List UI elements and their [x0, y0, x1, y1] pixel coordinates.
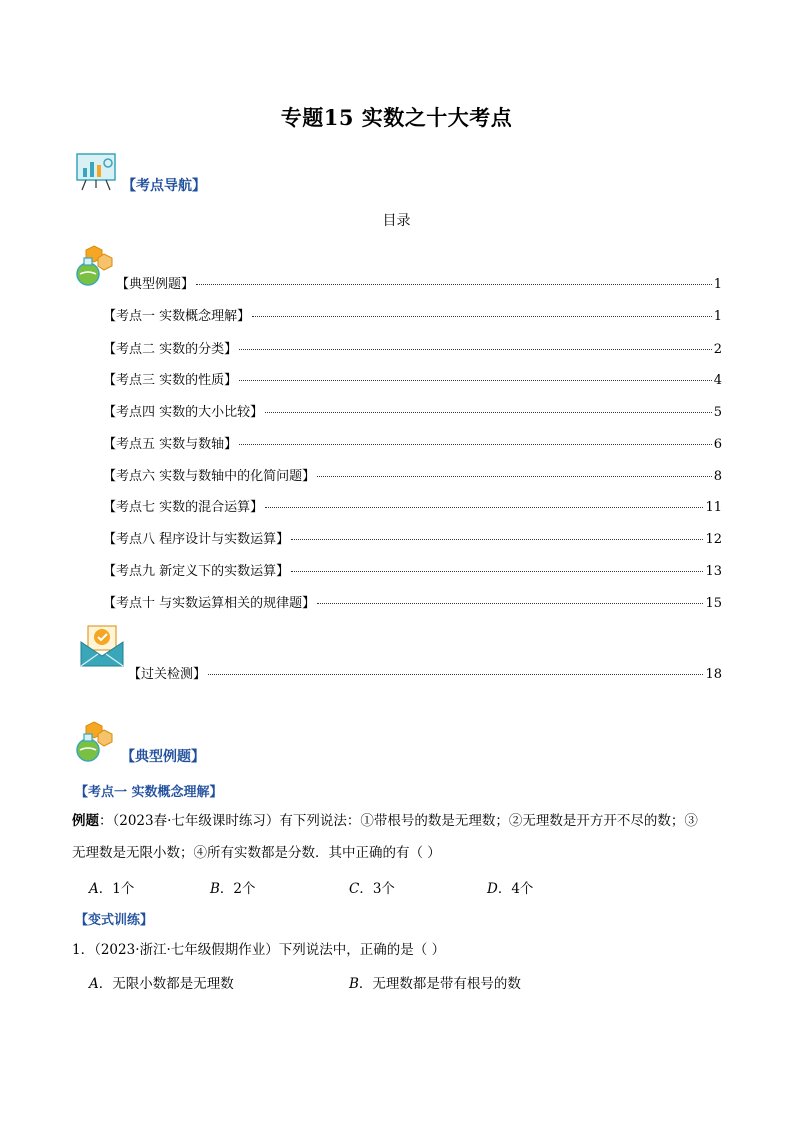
toc-item-label: 【过关检测】	[128, 667, 207, 682]
example-paragraph	[72, 810, 727, 864]
kaodian-label: 【考点一 实数概念理解】	[75, 785, 223, 800]
toc-item-page: 5	[713, 405, 722, 420]
option-text: ．3个	[359, 881, 395, 897]
toc-leader	[291, 570, 703, 572]
toc-leader	[239, 443, 712, 445]
option-letter: B	[349, 976, 359, 992]
option-letter: D	[487, 881, 498, 897]
question-stem: 1．（2023·浙江·七年级假期作业）下列说法中，正确的是（ ）	[72, 942, 446, 958]
option-text: ．无理数都是带有根号的数	[358, 976, 521, 992]
toc-item-label: 【考点五 实数与数轴】	[103, 437, 238, 452]
check-envelope-icon	[78, 624, 126, 672]
toc-item[interactable]	[103, 496, 722, 514]
toc-item-label: 【考点六 实数与数轴中的化简问题】	[103, 469, 316, 484]
toc-item[interactable]	[103, 433, 722, 451]
toc-leader	[317, 475, 712, 477]
toc-item[interactable]	[103, 305, 722, 323]
toc-item-label: 【考点二 实数的分类】	[103, 342, 238, 357]
toc-heading: 目录	[382, 213, 411, 229]
option-letter: A	[89, 976, 99, 992]
option[interactable]	[349, 877, 395, 897]
toc-item-page: 4	[713, 373, 722, 388]
option-text: ．2个	[219, 881, 256, 897]
toc-leader	[252, 315, 712, 317]
toc-leader	[239, 379, 712, 381]
section-label: 【典型例题】	[121, 749, 205, 765]
toc-item[interactable]	[116, 273, 722, 291]
example-line: 无理数是无限小数；④所有实数都是分数．其中正确的有（ ）	[72, 845, 441, 861]
option-text: ．4个	[497, 881, 534, 897]
toc-item[interactable]	[103, 560, 722, 578]
option[interactable]	[89, 972, 234, 992]
toc-item[interactable]	[103, 592, 722, 610]
presentation-board-icon	[74, 150, 120, 196]
toc-item[interactable]	[128, 663, 722, 681]
toc-item[interactable]	[103, 528, 722, 546]
toc-item-page: 11	[705, 500, 722, 515]
toc-item-label: 【考点十 与实数运算相关的规律题】	[103, 596, 316, 611]
toc-item-page: 1	[713, 277, 722, 292]
toc-item-page: 18	[705, 667, 722, 682]
toc-item-label: 【考点一 实数概念理解】	[103, 309, 251, 324]
toc-item-label: 【考点七 实数的混合运算】	[103, 500, 264, 515]
option-text: ．1个	[98, 881, 135, 897]
toc-leader	[265, 506, 703, 508]
option-letter: A	[89, 881, 99, 897]
option[interactable]	[349, 972, 521, 992]
toc-item-page: 6	[713, 437, 722, 452]
toc-item-page: 8	[713, 469, 722, 484]
flask-icon	[72, 244, 116, 290]
toc-item-page: 2	[713, 342, 722, 357]
toc-leader	[196, 283, 712, 285]
option[interactable]	[89, 877, 134, 897]
toc-leader	[265, 411, 712, 413]
toc-item-label: 【考点八 程序设计与实数运算】	[103, 532, 290, 547]
toc-item-page: 15	[705, 596, 722, 611]
flask-icon	[72, 720, 116, 766]
nav-label: 【考点导航】	[122, 178, 206, 194]
variant-label: 【变式训练】	[75, 913, 154, 928]
toc-item-label: 【考点九 新定义下的实数运算】	[103, 564, 290, 579]
toc-item-label: 【考点三 实数的性质】	[103, 373, 238, 388]
toc-leader	[317, 602, 703, 604]
toc-item-page: 1	[713, 309, 722, 324]
toc-item-label: 【典型例题】	[116, 277, 195, 292]
toc-item[interactable]	[103, 338, 722, 356]
page-title: 专题15 实数之十大考点	[280, 105, 513, 130]
toc-item[interactable]	[103, 369, 722, 387]
toc-leader	[208, 673, 703, 675]
toc-item-label: 【考点四 实数的大小比较】	[103, 405, 264, 420]
toc-item-page: 12	[705, 532, 722, 547]
toc-item[interactable]	[103, 465, 722, 483]
option-letter: C	[349, 881, 360, 897]
example-line: ：（2023春·七年级课时练习）有下列说法：①带根号的数是无理数；②无理数是开方开不尽的数；③	[99, 813, 698, 829]
option-text: ．无限小数都是无理数	[98, 976, 234, 992]
option[interactable]	[210, 877, 256, 897]
toc-item-page: 13	[705, 564, 722, 579]
option-letter: B	[210, 881, 220, 897]
example-lead: 例题	[72, 813, 99, 829]
toc-item[interactable]	[103, 401, 722, 419]
toc-leader	[291, 538, 703, 540]
toc-leader	[239, 348, 712, 350]
option[interactable]	[487, 877, 533, 897]
